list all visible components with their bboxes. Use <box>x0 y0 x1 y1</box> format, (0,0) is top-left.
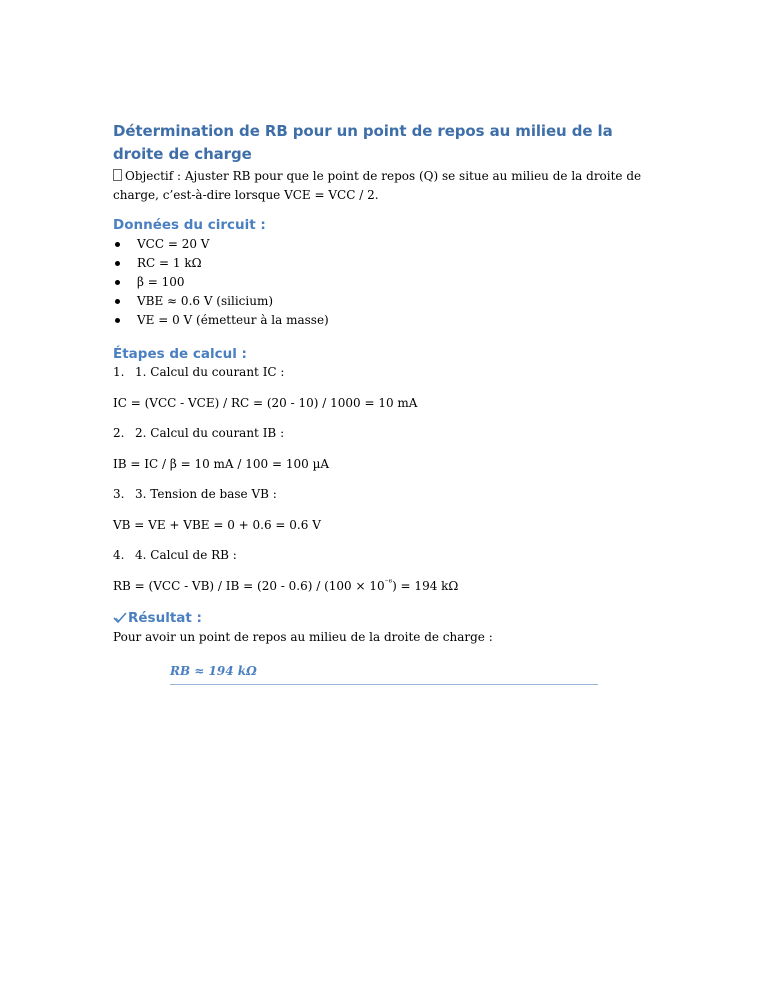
step-formula <box>113 577 658 596</box>
step-number: 3. <box>113 487 125 501</box>
bullet-icon <box>115 299 120 304</box>
list-item <box>113 311 658 330</box>
list-item-text: β = 100 <box>137 275 185 289</box>
document-content <box>113 120 658 685</box>
resultat-heading-text: Résultat : <box>128 610 202 626</box>
list-item-text: VCC = 20 V <box>137 237 210 251</box>
step-label: 3. Tension de base VB : <box>135 487 277 501</box>
donnees-list <box>113 235 658 330</box>
missing-glyph-icon <box>113 169 122 181</box>
result-highlight <box>170 660 598 685</box>
objective-text: Objectif : Ajuster RB pour que le point de repos (Q) se situe au milieu de la droite de charge, c’est-à-dire lorsque VCE = VCC / 2. <box>113 169 642 202</box>
list-item <box>113 273 658 292</box>
step-1 <box>113 363 658 413</box>
resultat-text: Pour avoir un point de repos au milieu de la droite de charge : <box>113 630 493 644</box>
step-formula: VB = VE + VBE = 0 + 0.6 = 0.6 V <box>113 518 321 532</box>
result-value: RB ≈ 194 kΩ <box>170 664 257 678</box>
list-item-text: VE = 0 V (émetteur à la masse) <box>137 313 329 327</box>
step-label: 4. Calcul de RB : <box>135 548 237 562</box>
bullet-icon <box>115 242 120 247</box>
bullet-icon <box>115 318 120 323</box>
step-2 <box>113 424 658 474</box>
list-item <box>113 292 658 311</box>
section-heading-donnees: Données du circuit : <box>113 217 266 233</box>
step-number: 2. <box>113 426 125 440</box>
page-title: Détermination de RB pour un point de repos au milieu de la droite de charge <box>113 122 613 163</box>
step-4 <box>113 546 658 596</box>
step-number: 4. <box>113 548 125 562</box>
list-item <box>113 235 658 254</box>
list-item <box>113 254 658 273</box>
bullet-icon <box>115 280 120 285</box>
step-label: 1. Calcul du courant IC : <box>135 365 285 379</box>
list-item-text: VBE ≈ 0.6 V (silicium) <box>137 294 274 308</box>
section-heading-resultat <box>113 609 658 627</box>
step-3 <box>113 485 658 535</box>
section-heading-etapes: Étapes de calcul : <box>113 346 247 362</box>
step-label: 2. Calcul du courant IB : <box>135 426 285 440</box>
formula-part: ) = 194 kΩ <box>392 579 459 593</box>
step-number: 1. <box>113 365 125 379</box>
list-item-text: RC = 1 kΩ <box>137 256 202 270</box>
bullet-icon <box>115 261 120 266</box>
objective-paragraph <box>113 167 658 205</box>
step-formula: IC = (VCC - VCE) / RC = (20 - 10) / 1000 = 10 mA <box>113 396 418 410</box>
formula-exponent: ⁻⁶ <box>384 578 393 587</box>
formula-part: RB = (VCC - VB) / IB = (20 - 0.6) / (100 × 10 <box>113 579 385 593</box>
step-formula: IB = IC / β = 10 mA / 100 = 100 µA <box>113 457 330 471</box>
check-icon <box>113 612 127 624</box>
